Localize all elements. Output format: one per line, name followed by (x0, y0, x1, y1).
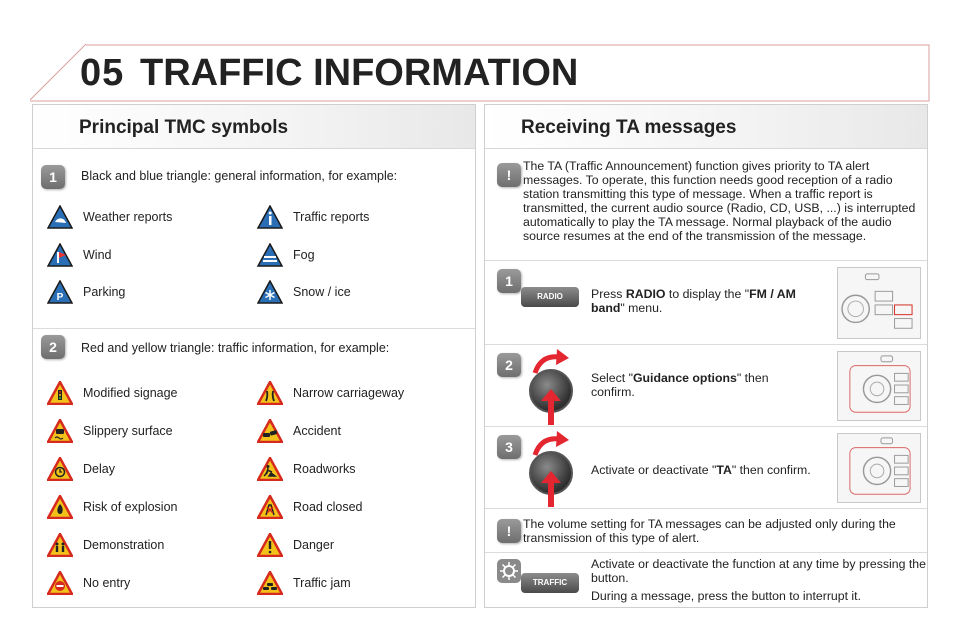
road-closed-icon (257, 495, 283, 519)
symbol-label: Slippery surface (83, 424, 173, 438)
knob-panel-thumbnail (837, 433, 921, 503)
snow-triangle-icon (257, 280, 283, 304)
tip-row (485, 553, 927, 609)
symbol-label: Snow / ice (293, 285, 351, 299)
section-title: Receiving TA messages (521, 117, 737, 138)
tip-text-2: During a message, press the button to interrupt it. (591, 589, 861, 603)
press-arrow-icon (541, 389, 561, 425)
symbol-item (257, 278, 351, 306)
note-text: The TA (Traffic Announcement) function gives priority to TA alert messages. To operate, this function needs good reception of a radio station transmitting this type of message. When a traffic report is transmitted, the current audio source (Radio, CD, USB, ...) is interrupted automatically to play the TA message. Normal playback of the audio source resumes at the end of the transmission of the message. (523, 159, 916, 243)
knob-panel-thumbnail (837, 351, 921, 421)
symbol-label: Parking (83, 285, 126, 299)
symbol-label: Risk of explosion (83, 500, 178, 514)
step-badge: 2 (41, 335, 65, 359)
radio-panel-thumbnail (837, 267, 921, 339)
narrow-carriageway-icon (257, 381, 283, 405)
tip-gear-icon (497, 559, 521, 583)
svg-text:P: P (56, 292, 64, 303)
no-entry-icon (47, 571, 73, 595)
symbol-item (257, 455, 356, 483)
chapter-number: 05 (80, 52, 125, 94)
step-badge: 1 (41, 165, 65, 189)
symbol-label: Accident (293, 424, 341, 438)
symbol-label: No entry (83, 576, 131, 590)
blue-symbols-section (33, 149, 475, 329)
radio-button[interactable]: RADIO (521, 287, 579, 307)
symbol-label: Narrow carriageway (293, 386, 405, 400)
tip-text-1: Activate or deactivate the function at any time by pressing the button. (591, 557, 926, 585)
page-header (0, 0, 960, 110)
symbol-label: Wind (83, 248, 112, 262)
symbol-item (257, 203, 369, 231)
section-header (485, 105, 927, 149)
slippery-surface-icon (47, 419, 73, 443)
danger-icon (257, 533, 283, 557)
symbol-label: Danger (293, 538, 334, 552)
symbol-item (257, 531, 334, 559)
weather-triangle-icon (47, 205, 73, 229)
note-text: The volume setting for TA messages can be adjusted only during the transmission of this type of alert. (523, 517, 896, 545)
step-row (485, 345, 927, 427)
section-intro: Red and yellow triangle: traffic information, for example: (81, 341, 390, 355)
symbol-item (257, 241, 315, 269)
warning-badge: ! (497, 519, 521, 543)
page-title: TRAFFIC INFORMATION (140, 52, 579, 94)
delay-icon (47, 457, 73, 481)
tmc-symbols-panel (32, 104, 476, 608)
section-header (33, 105, 475, 149)
volume-note (485, 509, 927, 553)
demonstration-icon (47, 533, 73, 557)
explosion-icon (47, 495, 73, 519)
traffic-jam-icon (257, 571, 283, 595)
symbol-item (47, 493, 178, 521)
parking-triangle-icon (47, 280, 73, 304)
symbol-item (47, 379, 178, 407)
section-title: Principal TMC symbols (79, 117, 289, 138)
accident-icon (257, 419, 283, 443)
red-symbols-section (33, 329, 475, 609)
symbol-item (47, 531, 164, 559)
symbol-label: Traffic reports (293, 210, 370, 224)
symbol-item (47, 203, 172, 231)
symbol-label: Weather reports (83, 210, 173, 224)
symbol-label: Modified signage (83, 386, 178, 400)
step-text: Activate or deactivate "TA" then confirm. (591, 463, 811, 477)
section-intro: Black and blue triangle: general information, for example: (81, 169, 398, 183)
traffic-button[interactable]: TRAFFIC (521, 573, 579, 593)
step-badge: 3 (497, 435, 521, 459)
symbol-label: Delay (83, 462, 115, 476)
symbol-item (257, 379, 404, 407)
symbol-label: Road closed (293, 500, 363, 514)
symbol-item (47, 417, 173, 445)
symbol-item (257, 417, 341, 445)
symbol-item (257, 569, 351, 597)
warning-badge: ! (497, 163, 521, 187)
symbol-label: Demonstration (83, 538, 165, 552)
press-arrow-icon (541, 471, 561, 507)
symbol-label: Traffic jam (293, 576, 351, 590)
step-badge: 2 (497, 353, 521, 377)
modified-signage-icon (47, 381, 73, 405)
step-row (485, 261, 927, 345)
symbol-item (47, 455, 115, 483)
symbol-label: Roadworks (293, 462, 356, 476)
symbol-item (47, 241, 111, 269)
symbol-item (47, 569, 130, 597)
roadworks-icon (257, 457, 283, 481)
ta-info-note (485, 149, 927, 261)
info-triangle-icon (257, 205, 283, 229)
wind-triangle-icon (47, 243, 73, 267)
ta-messages-panel (484, 104, 928, 608)
symbol-item (257, 493, 363, 521)
fog-triangle-icon (257, 243, 283, 267)
step-text: Select "Guidance options" then confirm. (591, 371, 769, 399)
symbol-item (47, 278, 125, 306)
step-badge: 1 (497, 269, 521, 293)
symbol-label: Fog (293, 248, 315, 262)
step-text: Press RADIO to display the "FM / AM band" menu. (591, 287, 796, 315)
step-row (485, 427, 927, 509)
